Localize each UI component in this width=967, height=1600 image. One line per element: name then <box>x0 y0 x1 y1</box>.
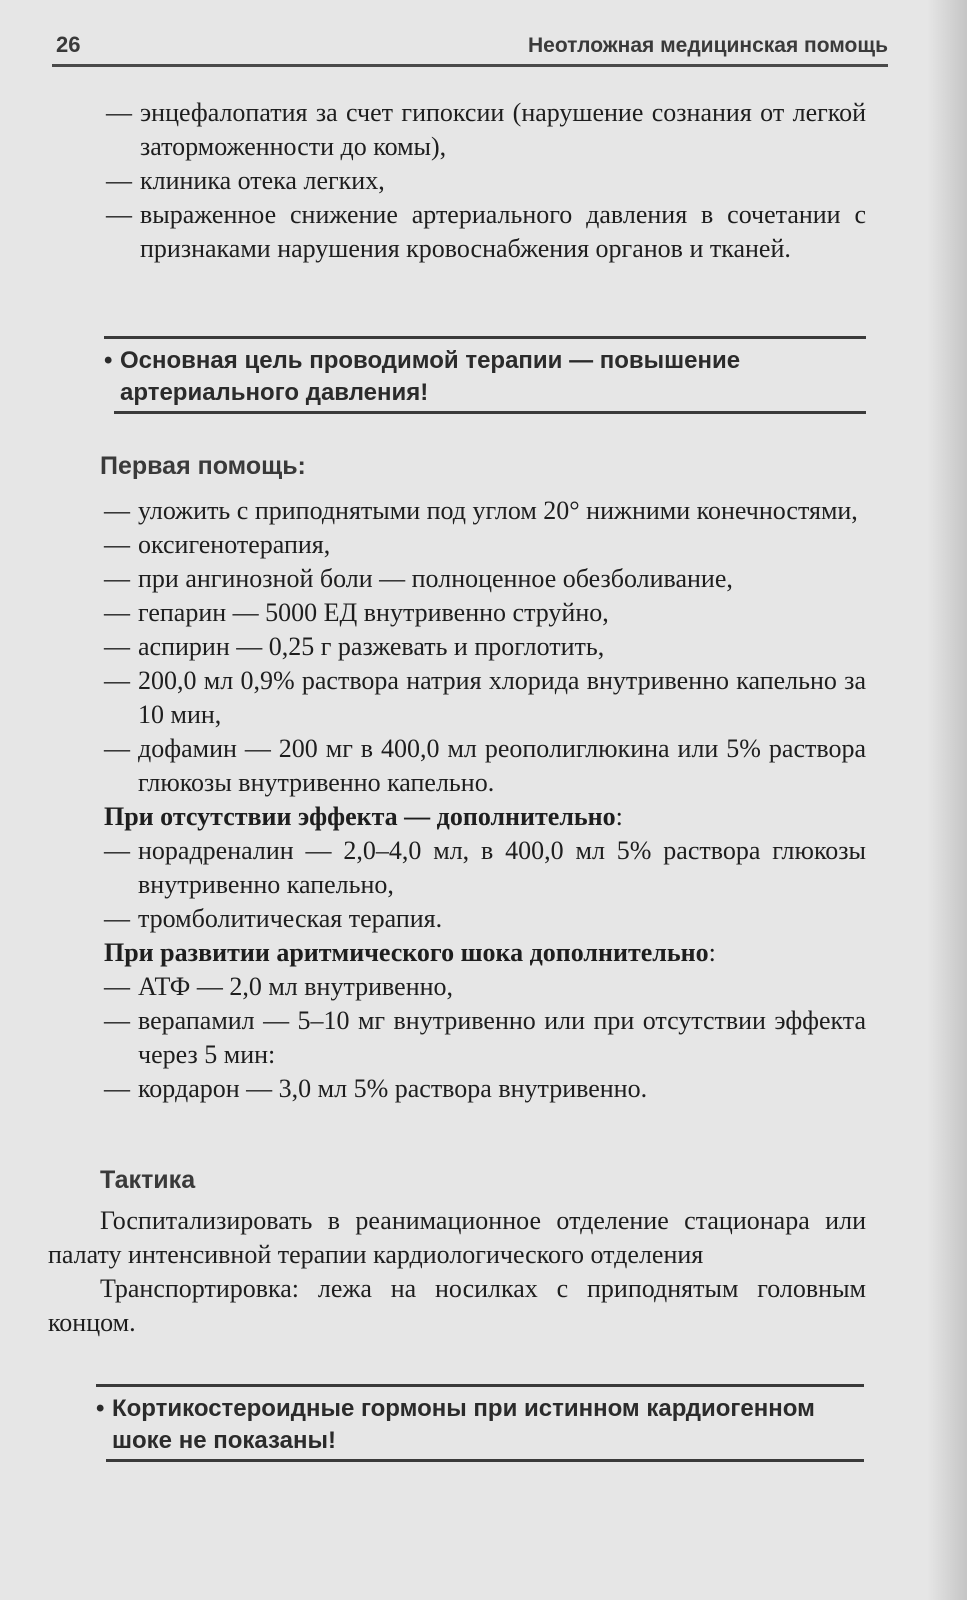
first-aid-heading: Первая помощь: <box>100 452 306 480</box>
list-item: — тромболитическая терапия. <box>104 902 866 936</box>
list-item: — АТФ — 2,0 мл внутривенно, <box>104 970 866 1004</box>
list-item: — аспирин — 0,25 г разжевать и проглотить, <box>104 630 866 664</box>
notice-underline <box>106 1459 864 1462</box>
list-item: — выраженное снижение артериального давления в сочетании с признаками нарушения кровоснабжения органов и тканей. <box>106 198 866 266</box>
list-item: — энцефалопатия за счет гипоксии (нарушение сознания от легкой заторможенности до комы), <box>106 96 866 164</box>
arrhythmic-list <box>104 970 866 1106</box>
list-item: — уложить с приподнятыми под углом 20° нижними конечностями, <box>104 494 866 528</box>
notice-box-therapy-goal <box>104 336 866 414</box>
tactics-paragraph: Госпитализировать в реанимационное отделение стационара или палату интенсивной терапии кардиологического отделения <box>48 1206 866 1269</box>
arrhythmic-subheading-text: При развитии аритмического шока дополнительно <box>104 938 709 967</box>
running-title: Неотложная медицинская помощь <box>528 34 888 57</box>
page-number: 26 <box>56 32 81 57</box>
list-item: — оксигенотерапия, <box>104 528 866 562</box>
no-effect-subheading-text: При отсутствии эффекта — дополнительно <box>104 802 616 831</box>
notice-text: • Кортикостероидные гормоны при истинном кардиогенном шоке не показаны! <box>96 1387 864 1457</box>
notice-box-corticosteroids <box>96 1384 864 1462</box>
no-effect-list <box>104 834 866 936</box>
notice-text: • Основная цель проводимой терапии — повышение артериального давления! <box>104 339 866 409</box>
intro-list-block <box>106 96 866 266</box>
intro-list <box>106 96 866 266</box>
tactics-block <box>48 1204 866 1340</box>
notice-underline <box>114 411 866 414</box>
list-item: — 200,0 мл 0,9% раствора натрия хлорида внутривенно капельно за 10 мин, <box>104 664 866 732</box>
no-effect-subheading: При отсутствии эффекта — дополнительно: <box>104 802 623 831</box>
list-item: — клиника отека легких, <box>106 164 866 198</box>
list-item: — гепарин — 5000 ЕД внутривенно струйно, <box>104 596 866 630</box>
first-aid-list <box>104 494 866 800</box>
list-item: — при ангинозной боли — полноценное обезболивание, <box>104 562 866 596</box>
list-item: — дофамин — 200 мг в 400,0 мл реополиглюкина или 5% раствора глюкозы внутривенно капельно. <box>104 732 866 800</box>
tactics-heading: Тактика <box>100 1166 196 1194</box>
first-aid-block <box>104 494 866 1106</box>
transport-paragraph: Транспортировка: лежа на носилках с приподнятым головным концом. <box>48 1274 866 1337</box>
list-item: — норадреналин — 2,0–4,0 мл, в 400,0 мл 5% раствора глюкозы внутривенно капельно, <box>104 834 866 902</box>
list-item: — кордарон — 3,0 мл 5% раствора внутривенно. <box>104 1072 866 1106</box>
list-item: — верапамил — 5–10 мг внутривенно или при отсутствии эффекта через 5 мин: <box>104 1004 866 1072</box>
arrhythmic-subheading: При развитии аритмического шока дополнительно: <box>104 938 716 967</box>
page-edge-shadow <box>927 0 967 1600</box>
page-header <box>52 28 888 67</box>
